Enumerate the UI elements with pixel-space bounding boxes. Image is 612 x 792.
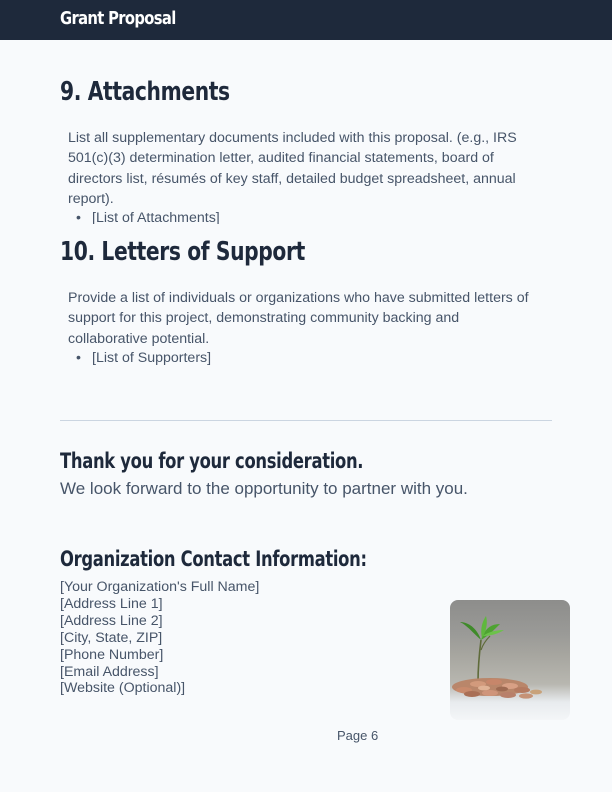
closing-heading: Thank you for your consideration. — [60, 449, 364, 473]
section-body-letters-of-support: Provide a list of individuals or organizations who have submitted letters of support for this project, demonstrating community backing and collaborative potential. — [68, 290, 529, 347]
list-item-attachments — [76, 210, 220, 224]
contact-address-1: [Address Line 1] — [60, 595, 163, 612]
list-item-text: [List of Attachments] — [92, 210, 220, 224]
closing-lead: We look forward to the opportunity to partner with you. — [60, 479, 468, 498]
bullet-icon: • — [76, 210, 81, 224]
contact-phone: [Phone Number] — [60, 646, 164, 663]
divider — [60, 420, 552, 421]
list-item-supporters — [76, 350, 211, 366]
contact-city-state-zip: [City, State, ZIP] — [60, 629, 163, 646]
contact-block — [60, 579, 259, 697]
seedling-coins-image — [450, 600, 570, 720]
section-body-attachments: List all supplementary documents included with this proposal. (e.g., IRS 501(c)(3) determination letter, audited financial statements, board of directors list, résumés of key staff, detailed budget spreadsheet, annual report). — [68, 130, 517, 208]
contact-website: [Website (Optional)] — [60, 680, 186, 697]
document-title: Grant Proposal — [60, 8, 176, 29]
contact-org-name: [Your Organization's Full Name] — [60, 579, 260, 595]
section-heading-attachments: 9. Attachments — [60, 77, 230, 107]
contact-address-2: [Address Line 2] — [60, 612, 163, 629]
contact-heading: Organization Contact Information: — [60, 547, 367, 571]
list-item-text: [List of Supporters] — [92, 350, 212, 366]
bullet-icon: • — [76, 350, 81, 366]
page-number: Page 6 — [337, 728, 379, 743]
document-header — [0, 0, 612, 40]
section-heading-letters-of-support: 10. Letters of Support — [60, 237, 305, 267]
contact-email: [Email Address] — [60, 663, 159, 680]
seedling-coins-illustration — [450, 600, 570, 720]
